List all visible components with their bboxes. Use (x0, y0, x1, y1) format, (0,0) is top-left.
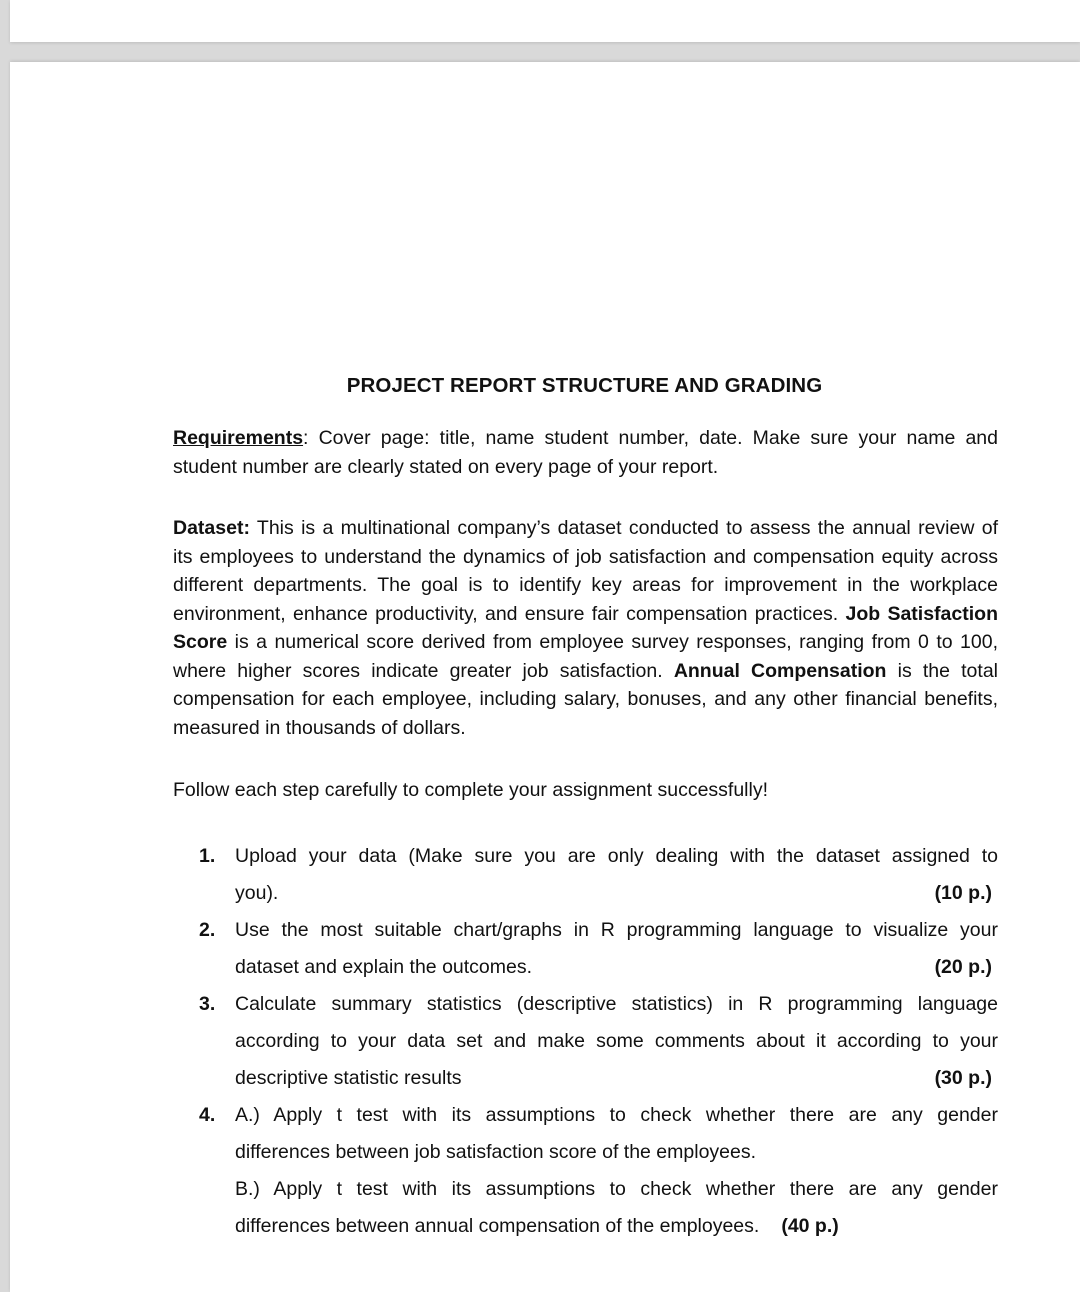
steps-list (173, 838, 998, 1245)
step-number: 1. (199, 844, 216, 867)
dataset-text-3: is the total compensation for each employee, including salary, bonuses, and any other financial benefits, measured in thousands of dollars. (173, 659, 998, 739)
step-text-line: B.) Apply t test with its assumptions to check whether there are any gender (235, 1177, 998, 1200)
page-content (173, 372, 998, 1245)
step-number: 2. (199, 918, 216, 941)
step-text-line: according to your data set and make some comments about it according to your (235, 1029, 998, 1052)
annual-compensation-term: Annual Compensation (673, 659, 887, 682)
requirements-label: Requirements (173, 427, 304, 449)
step-points: (20 p.) (934, 955, 992, 978)
step-text-line: Calculate summary statistics (descriptive statistics) in R programming language (235, 992, 998, 1015)
step-text-line: Use the most suitable chart/graphs in R programming language to visualize your (235, 918, 998, 941)
step-number: 4. (199, 1103, 216, 1126)
step-text-line: Upload your data (Make sure you are only dealing with the dataset assigned to (235, 844, 998, 867)
dataset-text-2: is a numerical score derived from employee survey responses, ranging from 0 to 100, where higher scores indicate greater job satisfaction. (173, 631, 998, 682)
dataset-paragraph (173, 514, 998, 742)
step-item-1 (173, 838, 998, 912)
step-text-line: differences between job satisfaction score of the employees. (235, 1140, 757, 1163)
requirements-text: : Cover page: title, name student number, date. Make sure your name and student number are clearly stated on every page of your report. (173, 427, 998, 478)
step-text-line: differences between annual compensation of the employees. (235, 1214, 760, 1237)
step-item-3 (173, 986, 998, 1097)
step-item-2 (173, 912, 998, 986)
dataset-label: Dataset: (173, 517, 250, 539)
dataset-text-1: This is a multinational company’s dataset conducted to assess the annual review of its employees to understand the dynamics of job satisfaction and compensation equity across different departments. The goal is to identify key areas for improvement in the workplace environment, enhance productivity, and ensure fair compensation practices. (173, 517, 998, 625)
follow-instructions: Follow each step carefully to complete your assignment successfully! (173, 779, 769, 801)
step-points: (30 p.) (934, 1066, 992, 1089)
step-text-line: you). (235, 881, 279, 904)
step-points: (10 p.) (934, 881, 992, 904)
step-text-line: A.) Apply t test with its assumptions to check whether there are any gender (235, 1103, 998, 1126)
step-item-4 (173, 1097, 998, 1245)
previous-page (10, 0, 1080, 42)
requirements-paragraph (173, 424, 998, 481)
page-title: PROJECT REPORT STRUCTURE AND GRADING (346, 374, 823, 397)
step-number: 3. (199, 992, 216, 1015)
document-page (10, 62, 1080, 1292)
step-text-line: dataset and explain the outcomes. (235, 955, 533, 978)
job-satisfaction-term: Job Satisfaction Score (173, 602, 998, 653)
step-points: (40 p.) (781, 1214, 839, 1237)
step-text-line: descriptive statistic results (235, 1066, 462, 1089)
